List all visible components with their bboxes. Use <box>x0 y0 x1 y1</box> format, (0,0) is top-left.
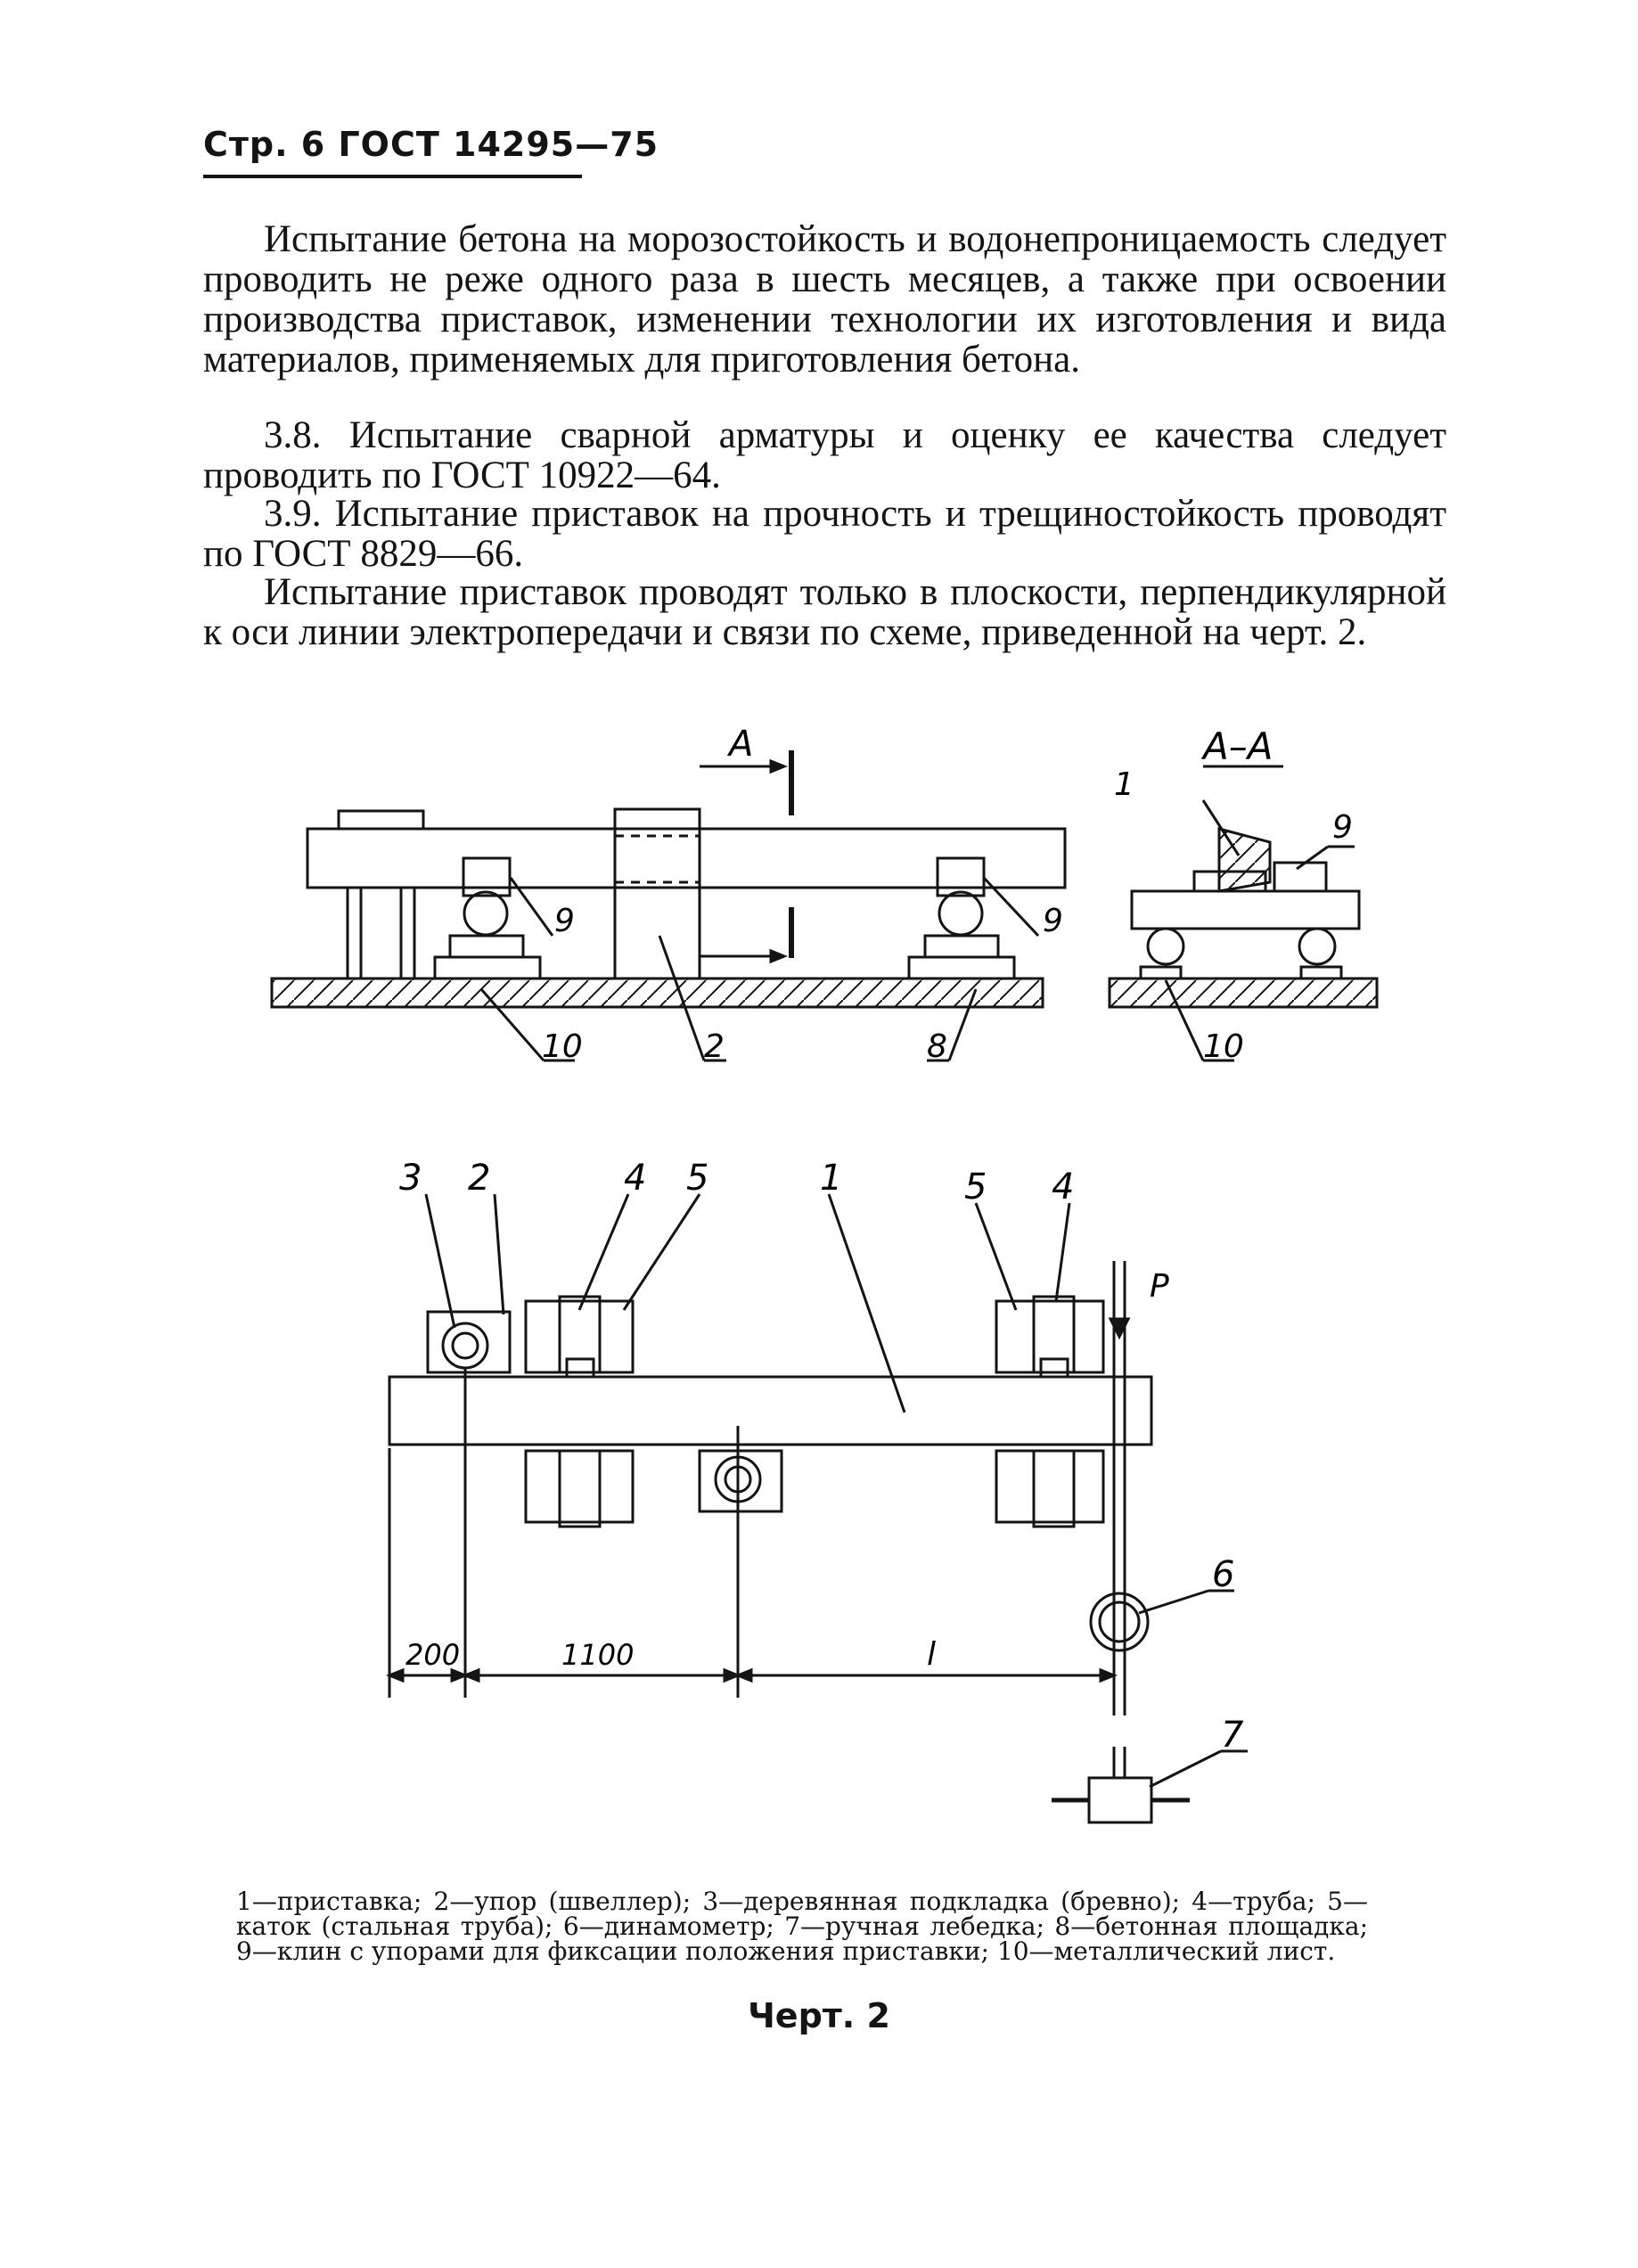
paragraph-concrete-testing: Испытание бетона на морозостойкость и водонепроницаемость следует проводить не реже одного раза в шесть месяцев, а также при освоении производства приставок, изменении технологии их изготовления и вида материалов, применяемых для приготовления бетона. <box>203 218 1446 381</box>
label-9-right: 9 <box>1043 903 1063 939</box>
winch <box>1089 1778 1151 1822</box>
label-9-left: 9 <box>554 903 575 939</box>
label-3: 3 <box>399 1158 422 1199</box>
figure-legend: 1—приставка; 2—упор (швеллер); 3—деревянная подкладка (бревно); 4—труба; 5—каток (стальная труба); 6—динамометр; 7—ручная лебедка; 8—бетонная площадка; 9—клин с упорами для фиксации положения приставки; 10—металлический лист. <box>236 1887 1368 1966</box>
label-10-left: 10 <box>542 1028 583 1065</box>
label-1: 1 <box>1114 766 1134 803</box>
label-p: P <box>1150 1268 1169 1305</box>
figure-caption: Черт. 2 <box>748 1996 890 2035</box>
label-4-right: 4 <box>1052 1167 1075 1208</box>
label-2: 2 <box>468 1158 491 1199</box>
label-5-right: 5 <box>964 1167 987 1208</box>
paragraph-3-8: 3.8. Испытание сварной арматуры и оценку ее качества следует проводить по ГОСТ 10922—64. <box>203 414 1446 496</box>
label-10-section: 10 <box>1203 1028 1244 1065</box>
paragraph-test-plane: Испытание приставок проводят только в плоскости, перпендикулярной к оси линии электропередачи и связи по схеме, приведенной на черт. 2. <box>203 571 1446 653</box>
section-title: А–А <box>1203 725 1274 768</box>
label-7: 7 <box>1221 1715 1244 1756</box>
label-8: 8 <box>927 1028 947 1065</box>
page-header-text: Стр. 6 ГОСТ 14295—75 <box>203 125 659 164</box>
dimension-l: l <box>927 1636 937 1673</box>
dimension-1100: 1100 <box>561 1638 635 1672</box>
log-top <box>443 1323 487 1368</box>
label-6: 6 <box>1212 1554 1235 1595</box>
label-4: 4 <box>624 1158 647 1199</box>
label-2: 2 <box>704 1028 725 1065</box>
paragraph-3-9: 3.9. Испытание приставок на прочность и трещиностойкость проводят по ГОСТ 8829—66. <box>203 493 1446 575</box>
dimension-200: 200 <box>405 1638 461 1672</box>
section-mark-a: А <box>729 724 754 765</box>
label-9-section: 9 <box>1332 809 1353 846</box>
label-1: 1 <box>820 1158 843 1199</box>
label-5: 5 <box>686 1158 709 1199</box>
plan-prestavka-beam <box>389 1377 1151 1445</box>
